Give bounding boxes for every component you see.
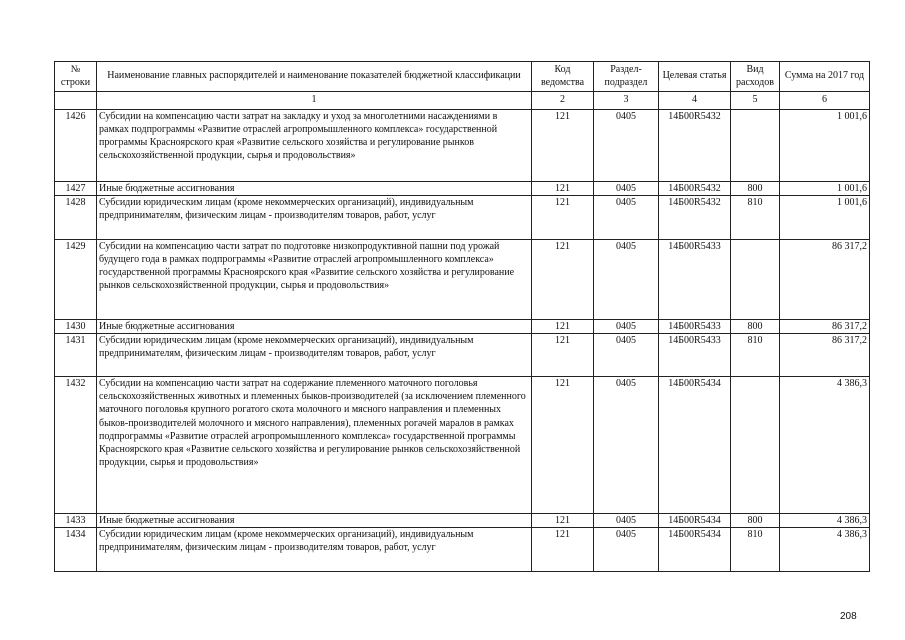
row-dept-code: 121	[532, 109, 594, 181]
row-name: Субсидии на компенсацию части затрат на закладку и уход за многолетними насаждениями в рамках подпрограммы «Развитие отраслей агропромышленного комплекса» государственной программы Красноярского края «Развитие сельского хозяйства и регулирование рынков сельскохозяйственной продукции, сырья и продовольствия»	[97, 109, 532, 181]
row-sum: 86 317,2	[780, 319, 870, 333]
column-index-blank	[55, 92, 97, 110]
row-target-article: 14Б00R5433	[659, 239, 731, 319]
table-header	[55, 62, 870, 110]
row-expense-type: 800	[731, 513, 780, 527]
table-row	[55, 319, 870, 333]
row-sum: 1 001,6	[780, 195, 870, 239]
row-expense-type	[731, 109, 780, 181]
row-section: 0405	[594, 195, 659, 239]
column-index-6: 6	[780, 92, 870, 110]
row-target-article: 14Б00R5432	[659, 195, 731, 239]
row-number: 1429	[55, 239, 97, 319]
row-sum: 4 386,3	[780, 513, 870, 527]
row-target-article: 14Б00R5433	[659, 319, 731, 333]
row-section: 0405	[594, 109, 659, 181]
row-number: 1434	[55, 528, 97, 572]
row-section: 0405	[594, 239, 659, 319]
row-sum: 86 317,2	[780, 239, 870, 319]
row-name: Субсидии юридическим лицам (кроме некоммерческих организаций), индивидуальным предпринимателям, физическим лицам - производителям товаров, работ, услуг	[97, 195, 532, 239]
table-row	[55, 376, 870, 513]
header-target-article: Целевая статья	[659, 62, 731, 92]
header-dept-code: Код ведомства	[532, 62, 594, 92]
row-expense-type: 810	[731, 195, 780, 239]
column-index-2: 2	[532, 92, 594, 110]
row-name: Субсидии на компенсацию части затрат по подготовке низкопродуктивной пашни под урожай будущего года в рамках подпрограммы «Развитие отраслей агропромышленного комплекса» государственной программы Красноярского края «Развитие сельского хозяйства и регулирование рынков сельскохозяйственной продукции, сырья и продовольствия»	[97, 239, 532, 319]
row-name: Иные бюджетные ассигнования	[97, 513, 532, 527]
column-index-1: 1	[97, 92, 532, 110]
row-target-article: 14Б00R5433	[659, 333, 731, 376]
header-row-number: № строки	[55, 62, 97, 92]
row-section: 0405	[594, 319, 659, 333]
header-section: Раздел-подраздел	[594, 62, 659, 92]
header-name: Наименование главных распорядителей и наименование показателей бюджетной классификации	[97, 62, 532, 92]
row-sum: 1 001,6	[780, 181, 870, 195]
row-name: Субсидии юридическим лицам (кроме некоммерческих организаций), индивидуальным предпринимателям, физическим лицам - производителям товаров, работ, услуг	[97, 528, 532, 572]
table-row	[55, 195, 870, 239]
row-sum: 4 386,3	[780, 376, 870, 513]
header-sum: Сумма на 2017 год	[780, 62, 870, 92]
row-name: Иные бюджетные ассигнования	[97, 181, 532, 195]
row-number: 1428	[55, 195, 97, 239]
row-section: 0405	[594, 376, 659, 513]
table-row	[55, 528, 870, 572]
row-number: 1426	[55, 109, 97, 181]
row-section: 0405	[594, 181, 659, 195]
row-dept-code: 121	[532, 319, 594, 333]
row-name: Иные бюджетные ассигнования	[97, 319, 532, 333]
row-expense-type: 810	[731, 333, 780, 376]
header-expense-type: Вид расходов	[731, 62, 780, 92]
row-target-article: 14Б00R5434	[659, 513, 731, 527]
row-dept-code: 121	[532, 181, 594, 195]
row-dept-code: 121	[532, 528, 594, 572]
row-dept-code: 121	[532, 513, 594, 527]
column-index-3: 3	[594, 92, 659, 110]
column-index-row	[55, 92, 870, 110]
row-name: Субсидии юридическим лицам (кроме некоммерческих организаций), индивидуальным предпринимателям, физическим лицам - производителям товаров, работ, услуг	[97, 333, 532, 376]
row-number: 1427	[55, 181, 97, 195]
row-expense-type	[731, 239, 780, 319]
row-number: 1431	[55, 333, 97, 376]
row-dept-code: 121	[532, 239, 594, 319]
page-number: 208	[840, 611, 857, 622]
column-index-5: 5	[731, 92, 780, 110]
row-target-article: 14Б00R5432	[659, 109, 731, 181]
row-expense-type	[731, 376, 780, 513]
table-row	[55, 513, 870, 527]
table-body	[55, 109, 870, 572]
row-number: 1433	[55, 513, 97, 527]
row-number: 1430	[55, 319, 97, 333]
table-row	[55, 109, 870, 181]
row-dept-code: 121	[532, 333, 594, 376]
row-expense-type: 800	[731, 319, 780, 333]
row-target-article: 14Б00R5434	[659, 376, 731, 513]
row-sum: 86 317,2	[780, 333, 870, 376]
budget-table	[54, 61, 870, 572]
row-sum: 4 386,3	[780, 528, 870, 572]
row-sum: 1 001,6	[780, 109, 870, 181]
table-row	[55, 333, 870, 376]
row-target-article: 14Б00R5434	[659, 528, 731, 572]
row-dept-code: 121	[532, 195, 594, 239]
row-target-article: 14Б00R5432	[659, 181, 731, 195]
row-section: 0405	[594, 513, 659, 527]
row-name: Субсидии на компенсацию части затрат на содержание племенного маточного поголовья сельскохозяйственных животных и племенных быков-производителей (за исключением племенного маточного поголовья крупного рогатого скота молочного и мясного направления и племенных быков-производителей молочного и мясного направления), племенных рогачей маралов в рамках подпрограммы «Развитие отраслей агропромышленного комплекса» государственной программы Красноярского края «Развитие сельского хозяйства и регулирование рынков сельскохозяйственной продукции, сырья и продовольствия»	[97, 376, 532, 513]
column-index-4: 4	[659, 92, 731, 110]
table-row	[55, 239, 870, 319]
row-expense-type: 810	[731, 528, 780, 572]
row-number: 1432	[55, 376, 97, 513]
row-section: 0405	[594, 528, 659, 572]
row-expense-type: 800	[731, 181, 780, 195]
row-section: 0405	[594, 333, 659, 376]
table-row	[55, 181, 870, 195]
row-dept-code: 121	[532, 376, 594, 513]
